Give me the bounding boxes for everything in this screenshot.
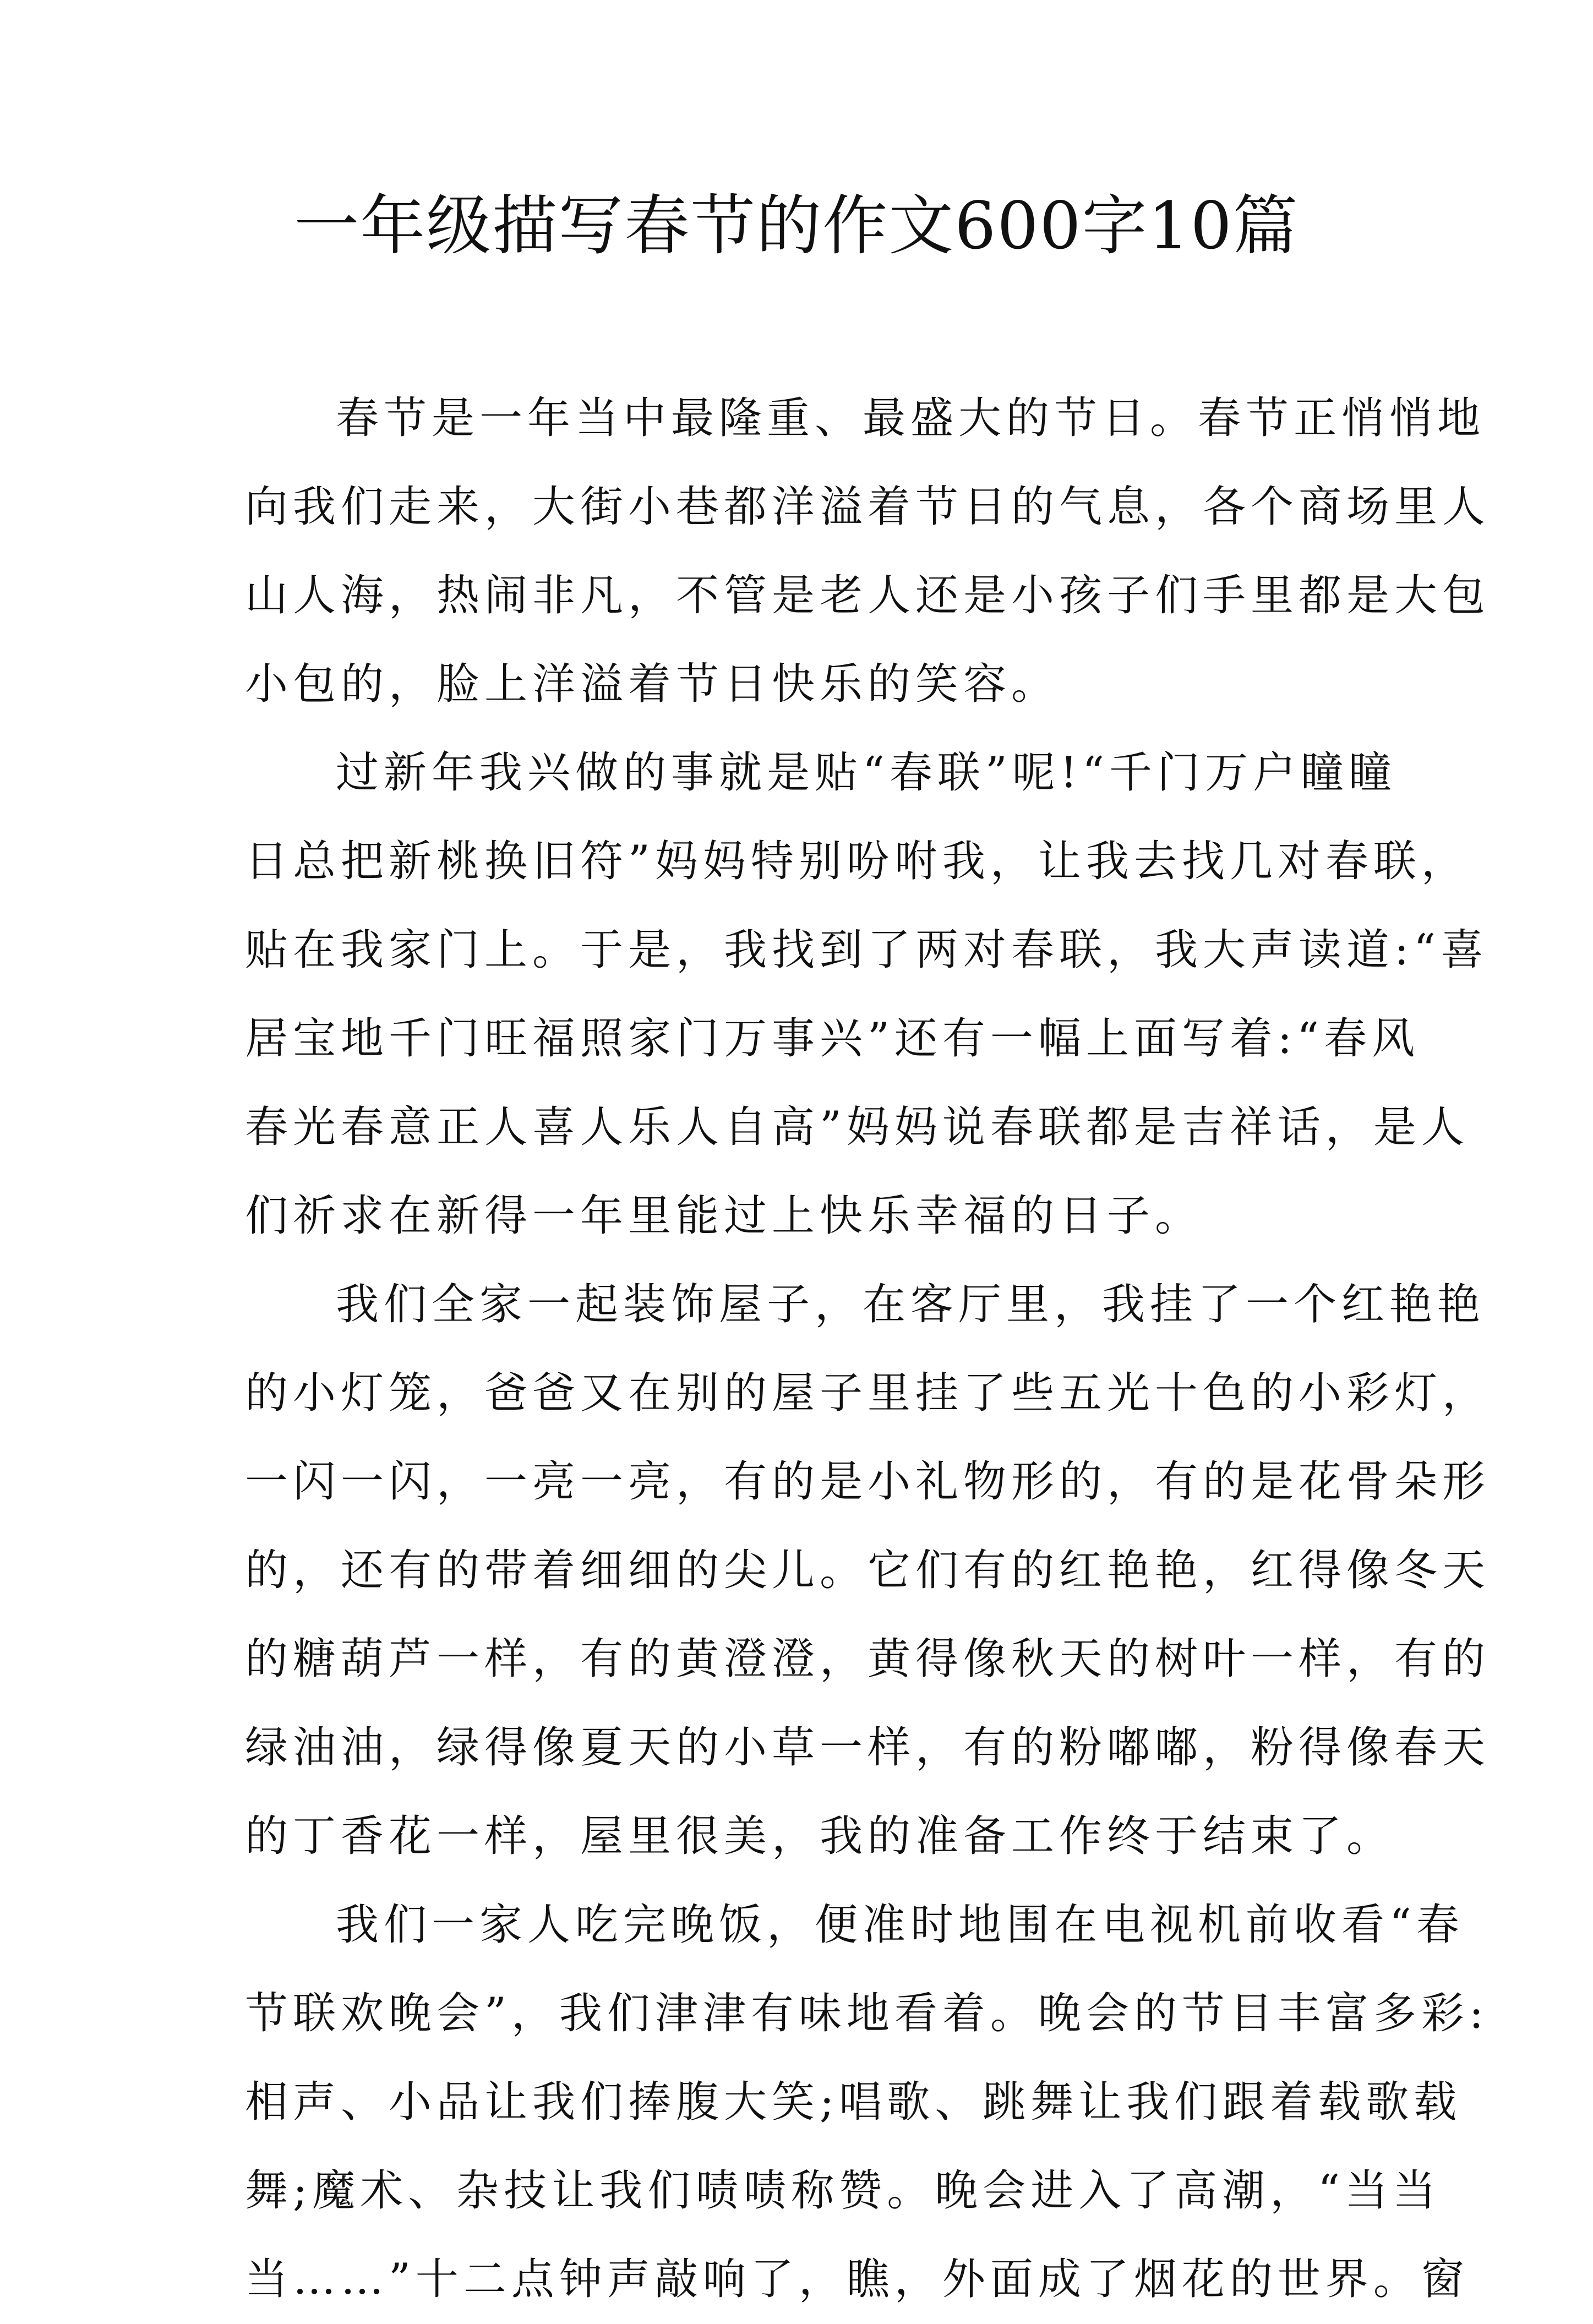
paragraph-2 [245, 729, 1489, 1261]
text-line: 当……”十二点钟声敲响了，瞧，外面成了烟花的世界。窗 [245, 2255, 1469, 2304]
text-line: 相声、小品让我们捧腹大笑;唱歌、跳舞让我们跟着载歌载 [245, 2077, 1462, 2127]
text-line: 春光春意正人喜人乐人自高”妈妈说春联都是吉祥话，是人 [245, 1103, 1469, 1152]
text-line: 节联欢晚会”，我们津津有味地看着。晚会的节目丰富多彩: [245, 1989, 1489, 2038]
text-line: 过新年我兴做的事就是贴“春联”呢!“千门万户瞳瞳 [336, 748, 1396, 798]
document-body [245, 374, 1491, 2324]
text-line: 的，还有的带着细细的尖儿。它们有的红艳艳，红得像冬天 [245, 1546, 1491, 1595]
text-line: 的小灯笼，爸爸又在别的屋子里挂了些五光十色的小彩灯， [245, 1368, 1491, 1418]
text-line: 日总把新桃换旧符”妈妈特别吩咐我，让我去找几对春联， [245, 837, 1469, 886]
document-title: 一年级描写春节的作文600字10篇 [294, 188, 1299, 264]
text-line: 我们一家人吃完晚饭，便准时地围在电视机前收看“春 [336, 1900, 1464, 1950]
text-line: 绿油油，绿得像夏天的小草一样，有的粉嘟嘟，粉得像春天 [245, 1723, 1491, 1772]
paragraph-4 [245, 1881, 1489, 2324]
text-line: 的糖葫芦一样，有的黄澄澄，黄得像秋天的树叶一样，有的 [245, 1634, 1491, 1684]
text-line: 小包的，脸上洋溢着节日快乐的笑容。 [245, 659, 1060, 709]
text-line: 我们全家一起装饰屋子，在客厅里，我挂了一个红艳艳 [336, 1280, 1486, 1329]
text-line: 们祈求在新得一年里能过上快乐幸福的日子。 [245, 1191, 1203, 1241]
text-line: 山人海，热闹非凡，不管是老人还是小孩子们手里都是大包 [245, 571, 1491, 620]
text-line: 一闪一闪，一亮一亮，有的是小礼物形的，有的是花骨朵形 [245, 1457, 1491, 1507]
text-line: 春节是一年当中最隆重、最盛大的节日。春节正悄悄地 [336, 394, 1486, 443]
text-line: 的丁香花一样，屋里很美，我的准备工作终于结束了。 [245, 1812, 1395, 1861]
text-line: 舞;魔术、杂技让我们啧啧称赞。晚会进入了高潮，“当当 [245, 2166, 1441, 2216]
paragraph-1 [245, 374, 1491, 729]
text-line: 向我们走来，大街小巷都洋溢着节日的气息，各个商场里人 [245, 482, 1491, 532]
text-line: 居宝地千门旺福照家门万事兴”还有一幅上面写着:“春风 [245, 1014, 1420, 1063]
text-line: 贴在我家门上。于是，我找到了两对春联，我大声读道:“喜 [245, 925, 1489, 975]
paragraph-3 [245, 1261, 1491, 1881]
